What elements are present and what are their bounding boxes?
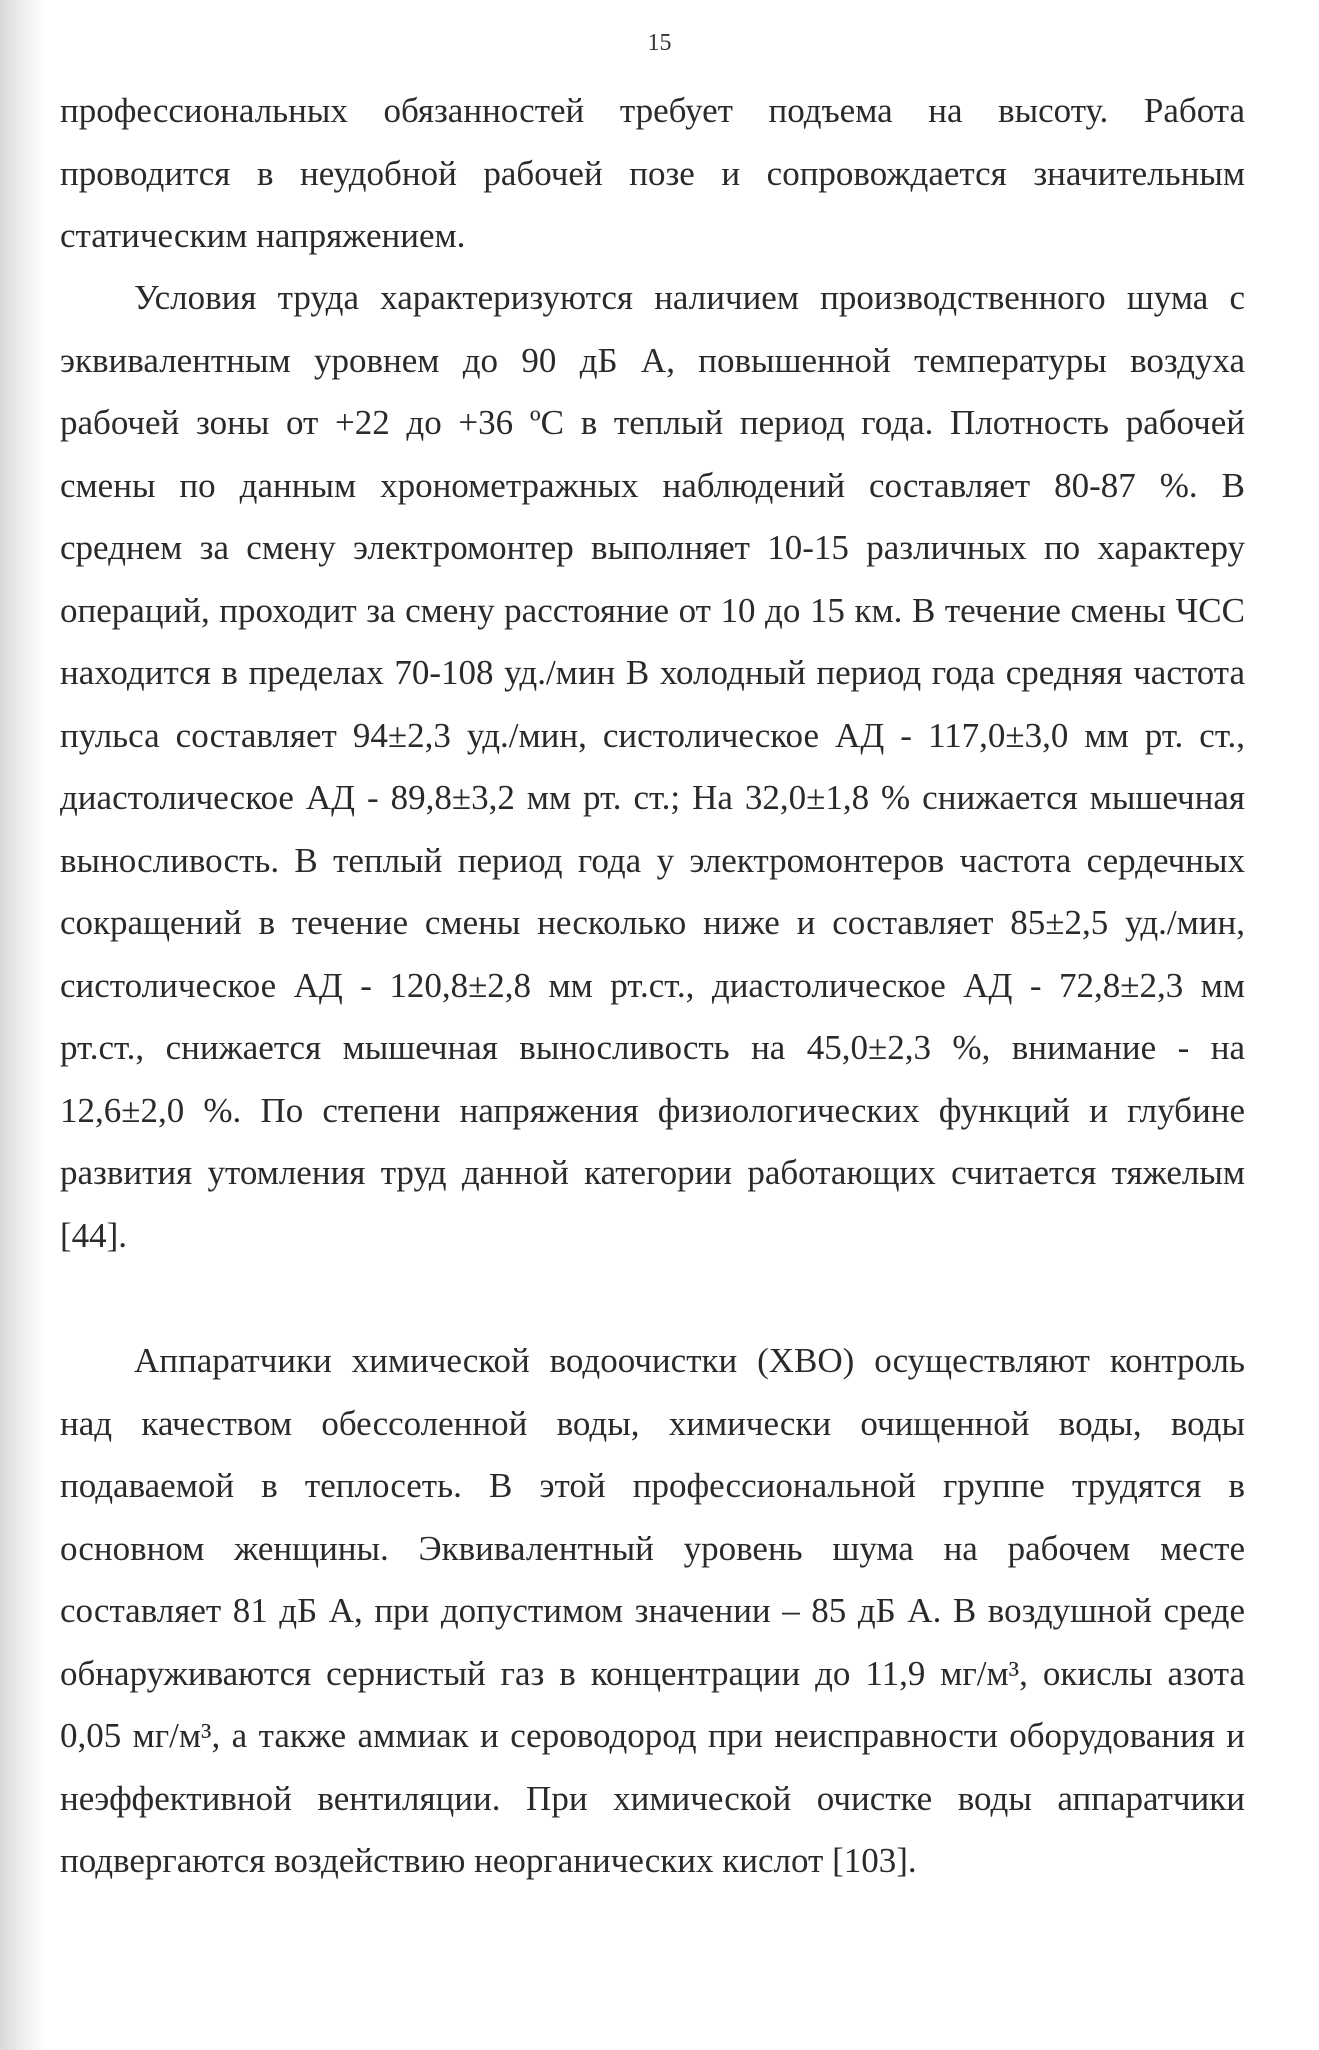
scan-shadow-edge (0, 0, 46, 2050)
paragraph-continuation (60, 80, 1245, 268)
paragraph-work-conditions (60, 267, 1245, 1267)
paragraph-text: Аппаратчики химической водоочистки (ХВО) осуществляют контроль над качеством обессоленной воды, химически очищенной воды, воды подаваемой в теплосеть. В этой профессиональной группе трудятся в основном женщины. Эквивалентный уровень шума на рабочем месте составляет 81 дБ А, при допустимом значении – 85 дБ А. В воздушной среде обнаруживаются сернистый газ в концентрации до 11,9 мг/м³, окислы азота 0,05 мг/м³, а также аммиак и сероводород при неисправности оборудования и неэффективной вентиляции. При химической очистке воды аппаратчики подвергаются воздействию неорганических кислот [103]. (60, 1341, 1245, 1880)
paragraph-text: Условия труда характеризуются наличием производственного шума с эквивалентным уровнем до 90 дБ А, повышенной температуры воздуха рабочей зоны от +22 до +36 ºС в теплый период года. Плотность рабочей смены по данным хронометражных наблюдений составляет 80-87 %. В среднем за смену электромонтер выполняет 10-15 различных по характеру операций, проходит за смену расстояние от 10 до 15 км. В течение смены ЧСС находится в пределах 70-108 уд./мин В холодный период года средняя частота пульса составляет 94±2,3 уд./мин, систолическое АД - 117,0±3,0 мм рт. ст., диастолическое АД - 89,8±3,2 мм рт. ст.; На 32,0±1,8 % снижается мышечная выносливость. В теплый период года у электромонтеров частота сердечных сокращений в течение смены несколько ниже и составляет 85±2,5 уд./мин, систолическое АД - 120,8±2,8 мм рт.ст., диастолическое АД - 72,8±2,3 мм рт.ст., снижается мышечная выносливость на 45,0±2,3 %, внимание - на 12,6±2,0 %. По степени напряжения физиологических функций и глубине развития утомления труд данной категории работающих считается тяжелым [44]. (60, 278, 1245, 1255)
paragraph-water-treatment (60, 1330, 1245, 1893)
paragraph-text: профессиональных обязанностей требует подъема на высоту. Работа проводится в неудобной рабочей позе и сопровождается значительным статическим напряжением. (60, 91, 1245, 255)
page-number: 15 (647, 30, 672, 56)
